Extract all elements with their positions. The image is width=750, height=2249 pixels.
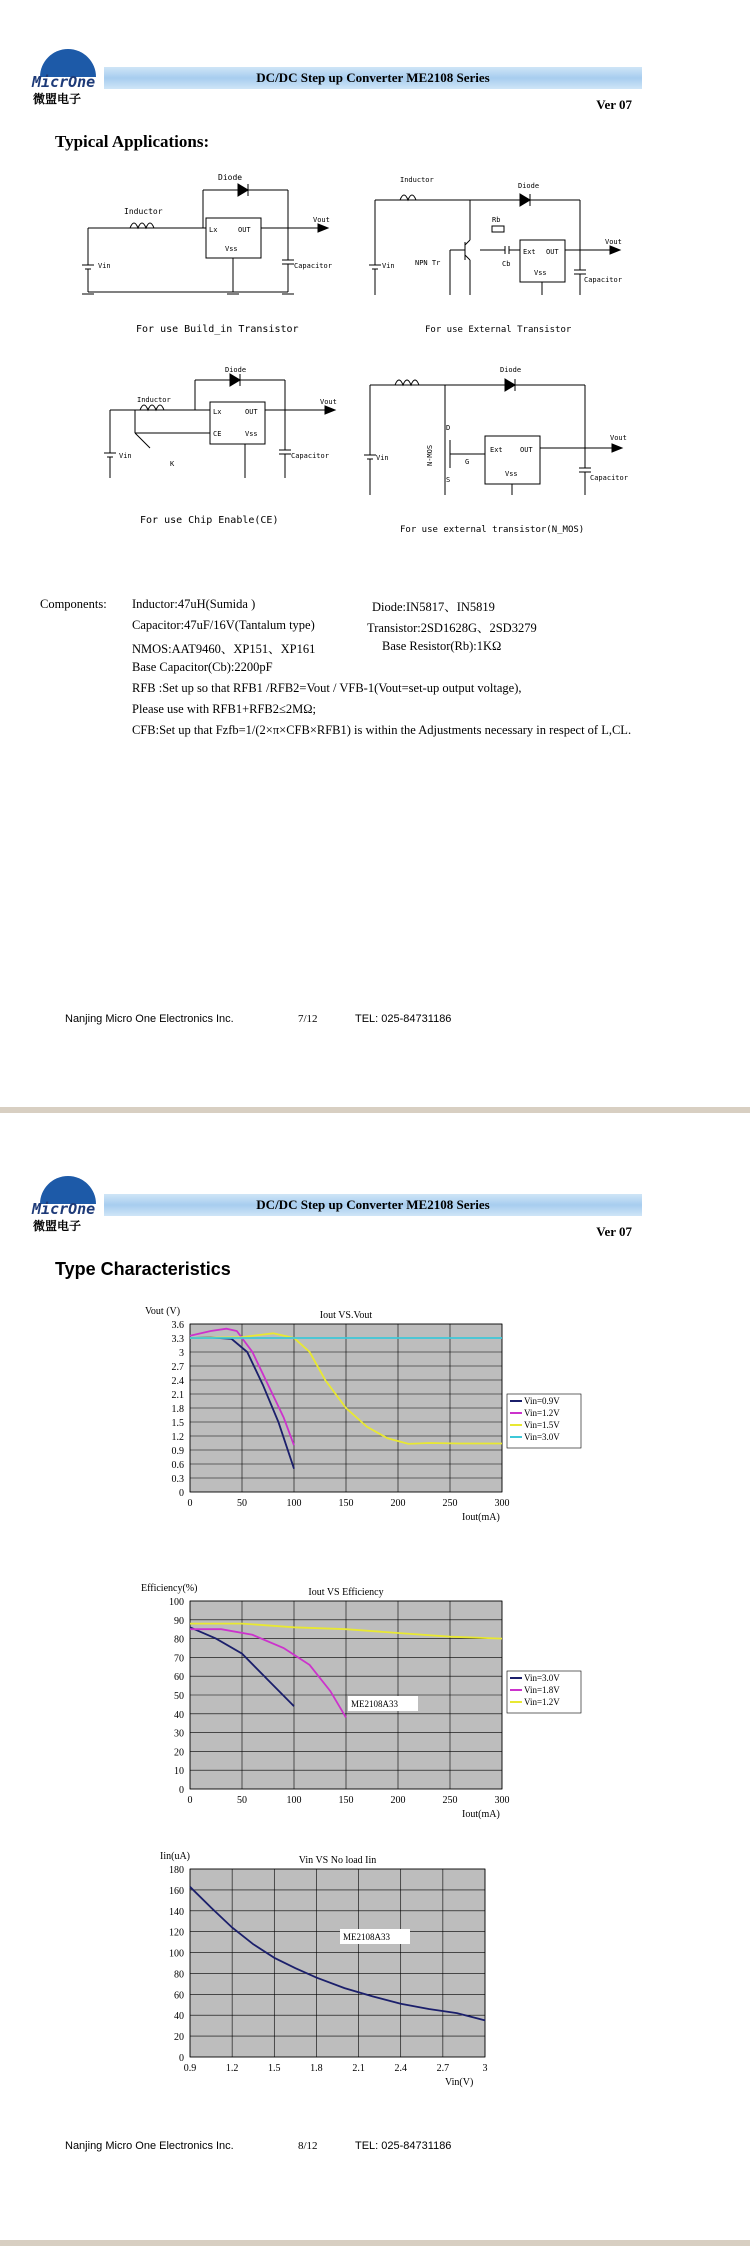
circuit2-label-10: NPN Tr [415, 259, 441, 267]
y-tick-label: 60 [174, 1990, 184, 2002]
micro-one-logo [30, 1174, 106, 1234]
chart-title: Iout VS.Vout [319, 1310, 373, 1321]
y-tick-label: 10 [174, 1766, 184, 1778]
y-tick-label: 0 [179, 1488, 184, 1499]
header-title: DC/DC Step up Converter ME2108 Series [256, 1197, 490, 1212]
x-tick-label: 200 [390, 1795, 406, 1806]
chart-title: Vin VS No load Iin [298, 1855, 377, 1866]
chart-iout-vs-vout [135, 1302, 585, 1537]
header-bar [104, 67, 642, 89]
circuit4-label-2: G [465, 458, 470, 466]
y-tick-label: 140 [169, 1906, 184, 1918]
circuit4-label-4: N-MOS [426, 444, 434, 466]
y-tick-label: 160 [169, 1885, 184, 1897]
component-left-3: Base Capacitor(Cb):2200pF [132, 660, 273, 674]
y-tick-label: 50 [174, 1691, 184, 1702]
circuit2-label-7: Vout [605, 238, 622, 246]
formula-rfb-limit: Please use with RFB1+RFB2≤2MΩ; [132, 702, 316, 716]
x-tick-label: 50 [237, 1498, 247, 1509]
y-axis-label: Efficiency(%) [141, 1583, 198, 1594]
x-tick-label: 1.2 [225, 2063, 239, 2074]
circuit-external-transistor [370, 170, 635, 345]
section-title: Typical Applications: [55, 132, 210, 151]
y-tick-label: 2.4 [171, 1376, 184, 1387]
version-label: Ver 07 [596, 97, 632, 112]
circuit1-label-6: Capacitor [294, 262, 332, 270]
y-tick-label: 60 [174, 1672, 184, 1684]
circuit3-label-7: Capacitor [291, 452, 329, 460]
page-8 [0, 1127, 750, 2232]
circuit2-label-1: Diode [518, 182, 540, 190]
version-label: Ver 07 [596, 1224, 632, 1239]
x-axis-label: Iout(mA) [462, 1512, 500, 1523]
circuit3-label-5: Vss [245, 430, 258, 438]
y-tick-label: 3.6 [171, 1320, 184, 1331]
y-tick-label: 180 [169, 1865, 184, 1876]
circuit2-label-4: Ext [523, 248, 536, 256]
x-tick-label: 300 [494, 1498, 510, 1509]
footer-tel: TEL: 025-84731186 [355, 2140, 452, 2152]
circuit1-label-4: Vss [225, 245, 238, 253]
x-tick-label: 0 [187, 1498, 193, 1509]
y-tick-label: 1.8 [171, 1404, 184, 1415]
footer-company: Nanjing Micro One Electronics Inc. [65, 2140, 234, 2152]
legend-label: Vin=3.0V [524, 1673, 560, 1683]
component-right-1: Transistor:2SD1628G、2SD3279 [367, 621, 537, 635]
legend-label: Vin=1.2V [524, 1408, 560, 1418]
component-right-0: Diode:IN5817、IN5819 [372, 600, 495, 614]
y-tick-label: 0 [179, 1785, 184, 1796]
x-tick-label: 150 [338, 1795, 354, 1806]
x-tick-label: 2.4 [394, 2063, 407, 2074]
x-tick-label: 1.8 [310, 2063, 323, 2074]
chart-iout-vs-efficiency [135, 1579, 585, 1820]
x-tick-label: 300 [494, 1795, 510, 1806]
circuit2-label-5: OUT [546, 248, 559, 256]
y-tick-label: 2.1 [171, 1390, 184, 1401]
legend-label: Vin=1.2V [524, 1697, 560, 1707]
logo-text-cn: 微盟电子 [33, 92, 82, 106]
section-title: Type Characteristics [55, 1259, 231, 1279]
circuit4-caption: For use external transistor(N_MOS) [400, 525, 585, 535]
y-tick-label: 0.9 [171, 1446, 184, 1457]
y-tick-label: 3.3 [171, 1334, 184, 1345]
y-tick-label: 90 [174, 1615, 184, 1627]
circuit-nmos [360, 360, 640, 540]
component-left-1: Capacitor:47uF/16V(Tantalum type) [132, 618, 315, 632]
chart-vin-vs-noload-iin [135, 1847, 585, 2088]
circuit1-caption: For use Build_in Transistor [136, 324, 299, 335]
footer [65, 1013, 452, 1025]
components-label: Components: [40, 597, 107, 611]
legend-label: Vin=1.8V [524, 1685, 560, 1695]
x-tick-label: 100 [286, 1795, 302, 1806]
footer [65, 2140, 452, 2152]
component-right-2: Base Resistor(Rb):1KΩ [382, 639, 502, 653]
y-tick-label: 3 [179, 1348, 184, 1359]
x-tick-label: 0.9 [183, 2063, 197, 2074]
logo-text-cn: 微盟电子 [33, 1219, 82, 1233]
circuit-chip-enable [95, 368, 350, 533]
annotation-label: ME2108A33 [351, 1699, 398, 1709]
circuit1-label-1: Diode [218, 173, 243, 182]
component-left-2: NMOS:AAT9460、XP151、XP161 [132, 642, 316, 656]
y-tick-label: 80 [174, 1634, 184, 1646]
y-tick-label: 1.2 [171, 1432, 184, 1443]
x-tick-label: 2.1 [352, 2063, 365, 2074]
y-tick-label: 120 [169, 1927, 184, 1939]
circuit4-label-7: Vss [505, 470, 518, 478]
page-separator [0, 1107, 750, 1113]
component-left-0: Inductor:47uH(Sumida ) [132, 597, 256, 611]
circuit2-label-6: Vss [534, 269, 547, 277]
circuit3-label-2: Lx [213, 408, 222, 416]
x-axis-label: Vin(V) [445, 2077, 474, 2088]
formula-rfb: RFB :Set up so that RFB1 /RFB2=Vout / VFB-1(Vout=set-up output voltage), [132, 681, 522, 695]
x-tick-label: 250 [442, 1498, 458, 1509]
formula-cfb: CFB:Set up that Fzfb=1/(2×π×CFB×RFB1) is within the Adjustments necessary in respect of L,CL. [132, 723, 632, 737]
footer-tel: TEL: 025-84731186 [355, 1013, 452, 1025]
x-tick-label: 0 [187, 1795, 193, 1806]
y-axis-label: Iin(uA) [160, 1851, 190, 1862]
x-axis-label: Iout(mA) [462, 1809, 500, 1820]
footer-page: 7/12 [298, 1013, 318, 1025]
legend-label: Vin=1.5V [524, 1420, 560, 1430]
circuit4-label-0: Diode [500, 366, 522, 374]
x-tick-label: 200 [390, 1498, 406, 1509]
circuit4-label-3: S [446, 476, 451, 484]
legend-label: Vin=0.9V [524, 1396, 560, 1406]
micro-one-logo [30, 47, 106, 107]
circuit4-label-1: D [446, 424, 451, 432]
circuit4-label-9: Capacitor [590, 474, 628, 482]
x-tick-label: 1.5 [268, 2063, 281, 2074]
y-tick-label: 2.7 [171, 1362, 184, 1373]
circuit2-label-9: Vin [382, 262, 395, 270]
legend-label: Vin=3.0V [524, 1432, 560, 1442]
y-tick-label: 0.3 [171, 1474, 184, 1485]
circuit3-label-1: Diode [225, 366, 247, 374]
circuit1-label-5: Vout [313, 216, 330, 224]
y-tick-label: 100 [169, 1597, 184, 1608]
circuit1-label-0: Inductor [124, 207, 163, 216]
annotation-label: ME2108A33 [343, 1932, 390, 1942]
y-tick-label: 0.6 [171, 1460, 184, 1471]
logo-text-en: MicrOne [32, 73, 96, 91]
page-separator-bottom [0, 2240, 750, 2246]
circuit1-label-2: Lx [209, 226, 218, 234]
header-title: DC/DC Step up Converter ME2108 Series [256, 70, 490, 85]
plot-area [190, 1869, 485, 2057]
y-tick-label: 80 [174, 1969, 184, 1981]
header-bar [104, 1194, 642, 1216]
circuit3-caption: For use Chip Enable(CE) [140, 515, 279, 526]
circuit2-caption: For use External Transistor [425, 325, 572, 335]
circuit1-label-7: Vin [98, 262, 111, 270]
page-7 [0, 0, 750, 1105]
y-tick-label: 100 [169, 1948, 184, 1960]
circuit4-label-10: Vin [376, 454, 389, 462]
circuit3-label-0: Inductor [137, 396, 171, 404]
circuit3-label-3: OUT [245, 408, 258, 416]
circuit2-label-8: Capacitor [584, 276, 622, 284]
logo-text-en: MicrOne [32, 1200, 96, 1218]
y-axis-label: Vout (V) [145, 1306, 181, 1317]
y-tick-label: 0 [179, 2053, 184, 2064]
y-tick-label: 40 [174, 1709, 184, 1721]
x-tick-label: 50 [237, 1795, 247, 1806]
circuit3-label-8: Vin [119, 452, 132, 460]
x-tick-label: 100 [286, 1498, 302, 1509]
chart-title: Iout VS Efficiency [308, 1587, 384, 1598]
x-tick-label: 250 [442, 1795, 458, 1806]
y-tick-label: 20 [174, 1747, 184, 1759]
footer-company: Nanjing Micro One Electronics Inc. [65, 1013, 234, 1025]
footer-page: 8/12 [298, 2140, 318, 2152]
circuit2-label-2: Rb [492, 216, 501, 224]
y-tick-label: 30 [174, 1728, 184, 1740]
x-tick-label: 3 [482, 2063, 488, 2074]
circuit3-label-4: CE [213, 430, 222, 438]
circuit3-label-9: K [170, 460, 175, 468]
x-tick-label: 150 [338, 1498, 354, 1509]
circuit2-label-0: Inductor [400, 176, 434, 184]
y-tick-label: 1.5 [171, 1418, 184, 1429]
y-tick-label: 20 [174, 2032, 184, 2044]
circuit3-label-6: Vout [320, 398, 337, 406]
circuit4-label-6: OUT [520, 446, 533, 454]
circuit4-label-8: Vout [610, 434, 627, 442]
y-tick-label: 40 [174, 2011, 184, 2023]
circuit4-label-5: Ext [490, 446, 503, 454]
circuit-build-in-transistor [88, 170, 348, 345]
circuit1-label-3: OUT [238, 226, 251, 234]
y-tick-label: 70 [174, 1653, 184, 1665]
circuit2-label-3: Cb [502, 260, 511, 268]
x-tick-label: 2.7 [436, 2063, 450, 2074]
